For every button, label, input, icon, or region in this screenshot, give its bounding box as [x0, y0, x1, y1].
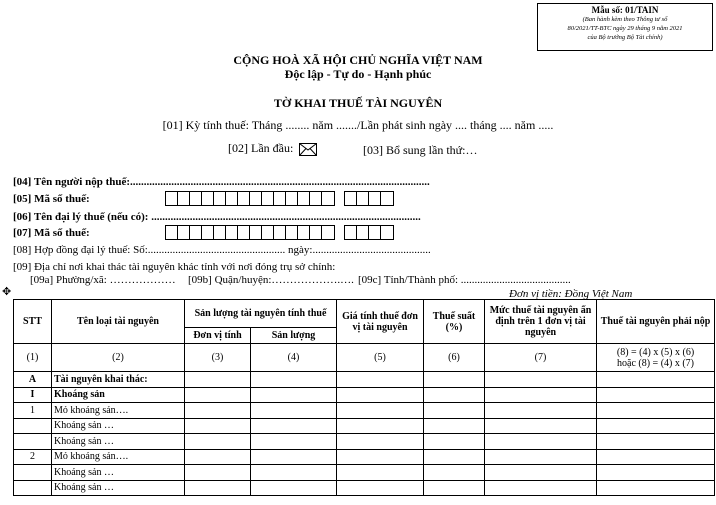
row-value-cell[interactable] [185, 434, 251, 450]
row-value-cell[interactable] [424, 480, 485, 496]
index-row [14, 344, 715, 372]
row-value-cell[interactable] [337, 449, 424, 465]
row-name-cell[interactable]: Mỏ khoáng sản…. [52, 449, 185, 465]
index-8 [597, 344, 715, 372]
ward-field[interactable]: [09a] Phường/xã: ……………… [30, 274, 176, 286]
row-value-cell[interactable] [185, 418, 251, 434]
table-row [14, 449, 715, 465]
table-row [14, 403, 715, 419]
currency-note: Đơn vị tiền: Đồng Việt Nam [509, 288, 633, 300]
row-value-cell[interactable] [485, 434, 597, 450]
envelope-checkbox-icon[interactable] [299, 143, 317, 156]
row-value-cell[interactable] [424, 418, 485, 434]
row-value-cell[interactable] [251, 449, 337, 465]
header-tax-rate: Thuế suất (%) [424, 300, 485, 344]
row-value-cell[interactable] [597, 403, 715, 419]
row-name-cell[interactable]: Tài nguyên khai thác: [52, 372, 185, 388]
row-value-cell[interactable] [597, 465, 715, 481]
row-value-cell[interactable] [185, 387, 251, 403]
table-row [14, 387, 715, 403]
row-name-cell[interactable]: Mỏ khoáng sản…. [52, 403, 185, 419]
index-8-line1: (8) = (4) x (5) x (6) [616, 346, 695, 358]
row-value-cell[interactable] [485, 480, 597, 496]
form-code-note-3: của Bộ trưởng Bộ Tài chính) [587, 34, 663, 41]
row-value-cell[interactable] [337, 418, 424, 434]
taxpayer-code-boxes-branch[interactable] [344, 191, 394, 206]
row-value-cell[interactable] [597, 434, 715, 450]
index-5: (5) [337, 344, 424, 372]
row-stt-cell[interactable] [14, 434, 52, 450]
agent-code-label: [07] Mã số thuế: [13, 227, 90, 239]
index-4: (4) [251, 344, 337, 372]
national-title: CỘNG HOÀ XÃ HỘI CHỦ NGHĨA VIỆT NAM [233, 53, 483, 67]
form-code-box [537, 3, 713, 51]
row-value-cell[interactable] [424, 387, 485, 403]
index-3: (3) [185, 344, 251, 372]
row-value-cell[interactable] [597, 372, 715, 388]
motto: Độc lập - Tự do - Hạnh phúc [284, 67, 432, 81]
tax-period-line: [01] Kỳ tính thuế: Tháng ........ năm ......./Lần phát sinh ngày .... tháng .... năm ..... [162, 118, 554, 132]
row-value-cell[interactable] [337, 434, 424, 450]
row-value-cell[interactable] [485, 449, 597, 465]
row-stt-cell[interactable] [14, 480, 52, 496]
row-value-cell[interactable] [597, 387, 715, 403]
table-row [14, 465, 715, 481]
row-value-cell[interactable] [337, 403, 424, 419]
taxpayer-code-label: [05] Mã số thuế: [13, 193, 90, 205]
form-code-note-2: 80/2021/TT-BTC ngày 29 tháng 9 năm 2021 [567, 25, 683, 32]
row-value-cell[interactable] [185, 403, 251, 419]
agent-code-boxes-branch[interactable] [344, 225, 394, 240]
row-value-cell[interactable] [424, 434, 485, 450]
address-label: [09] Địa chỉ nơi khai thác tài nguyên khác tỉnh với nơi đóng trụ sở chính: [13, 261, 336, 273]
row-value-cell[interactable] [424, 403, 485, 419]
row-value-cell[interactable] [337, 465, 424, 481]
row-name-cell[interactable]: Khoáng sản … [52, 480, 185, 496]
index-7: (7) [485, 344, 597, 372]
form-code-note-1: (Ban hành kèm theo Thông tư số [582, 16, 668, 23]
row-value-cell[interactable] [185, 480, 251, 496]
table-move-handle-icon[interactable]: ✥ [2, 286, 12, 298]
first-submission [228, 141, 317, 156]
agent-name-field[interactable]: [06] Tên đại lý thuế (nếu có): .................................................................................................. [13, 211, 421, 223]
table-body [14, 372, 715, 496]
row-value-cell[interactable] [251, 387, 337, 403]
row-value-cell[interactable] [185, 372, 251, 388]
resource-tax-table [13, 299, 715, 496]
row-value-cell[interactable] [485, 387, 597, 403]
first-submission-label: [02] Lần đầu: [228, 141, 294, 155]
table-row [14, 480, 715, 496]
row-name-cell[interactable]: Khoáng sản … [52, 465, 185, 481]
row-stt-cell[interactable] [14, 465, 52, 481]
row-stt-cell[interactable]: 1 [14, 403, 52, 419]
row-value-cell[interactable] [485, 403, 597, 419]
row-stt-cell[interactable]: I [14, 387, 52, 403]
row-value-cell[interactable] [337, 480, 424, 496]
row-value-cell[interactable] [251, 480, 337, 496]
table-row [14, 418, 715, 434]
header-unit: Đơn vị tính [185, 328, 251, 344]
row-value-cell[interactable] [597, 480, 715, 496]
row-stt-cell[interactable]: 2 [14, 449, 52, 465]
row-value-cell[interactable] [424, 372, 485, 388]
row-value-cell[interactable] [485, 465, 597, 481]
table-row [14, 372, 715, 388]
row-name-cell[interactable]: Khoáng sản … [52, 434, 185, 450]
header-tax-payable: Thuế tài nguyên phải nộp [597, 300, 715, 344]
supplement-submission: [03] Bổ sung lần thứ:… [363, 143, 478, 157]
row-value-cell[interactable] [251, 434, 337, 450]
row-name-cell[interactable]: Khoáng sản [52, 387, 185, 403]
table-row [14, 434, 715, 450]
row-value-cell[interactable] [597, 449, 715, 465]
taxpayer-name-text: [04] Tên người nộp thuế:............................................................................................................. [13, 176, 430, 188]
header-output-group: Sản lượng tài nguyên tính thuế [185, 300, 337, 328]
header-stt: STT [14, 300, 52, 344]
row-value-cell[interactable] [485, 418, 597, 434]
district-field[interactable]: [09b] Quận/huyện:……………….…. [188, 274, 354, 286]
row-value-cell[interactable] [251, 465, 337, 481]
header-resource-name: Tên loại tài nguyên [52, 300, 185, 344]
form-title: TỜ KHAI THUẾ TÀI NGUYÊN [273, 96, 443, 110]
row-value-cell[interactable] [185, 449, 251, 465]
index-8-line2: hoặc (8) = (4) x (7) [617, 357, 695, 369]
row-value-cell[interactable] [337, 372, 424, 388]
row-value-cell[interactable] [337, 387, 424, 403]
header-quantity: Sản lượng [251, 328, 337, 344]
contract-field[interactable]: [08] Hợp đồng đại lý thuế: Số:.................................................. ngày:........................................... [13, 244, 431, 256]
taxpayer-name-field[interactable] [13, 176, 430, 188]
index-1: (1) [14, 344, 52, 372]
index-2: (2) [52, 344, 185, 372]
taxpayer-code-boxes-main[interactable] [165, 191, 335, 206]
row-value-cell[interactable] [251, 418, 337, 434]
agent-code-boxes-main[interactable] [165, 225, 335, 240]
row-value-cell[interactable] [251, 403, 337, 419]
index-6: (6) [424, 344, 485, 372]
header-taxable-price: Giá tính thuế đơn vị tài nguyên [337, 300, 424, 344]
form-code: Mẫu số: 01/TAIN [591, 5, 659, 15]
row-value-cell[interactable] [597, 418, 715, 434]
row-value-cell[interactable] [185, 465, 251, 481]
row-stt-cell[interactable]: A [14, 372, 52, 388]
row-value-cell[interactable] [485, 372, 597, 388]
province-field[interactable]: [09c] Tỉnh/Thành phố: ........................................ [358, 274, 571, 286]
row-value-cell[interactable] [424, 449, 485, 465]
header-fixed-tax: Mức thuế tài nguyên ấn định trên 1 đơn vị tài nguyên [485, 300, 597, 344]
row-value-cell[interactable] [251, 372, 337, 388]
row-name-cell[interactable]: Khoáng sản … [52, 418, 185, 434]
row-value-cell[interactable] [424, 465, 485, 481]
row-stt-cell[interactable] [14, 418, 52, 434]
